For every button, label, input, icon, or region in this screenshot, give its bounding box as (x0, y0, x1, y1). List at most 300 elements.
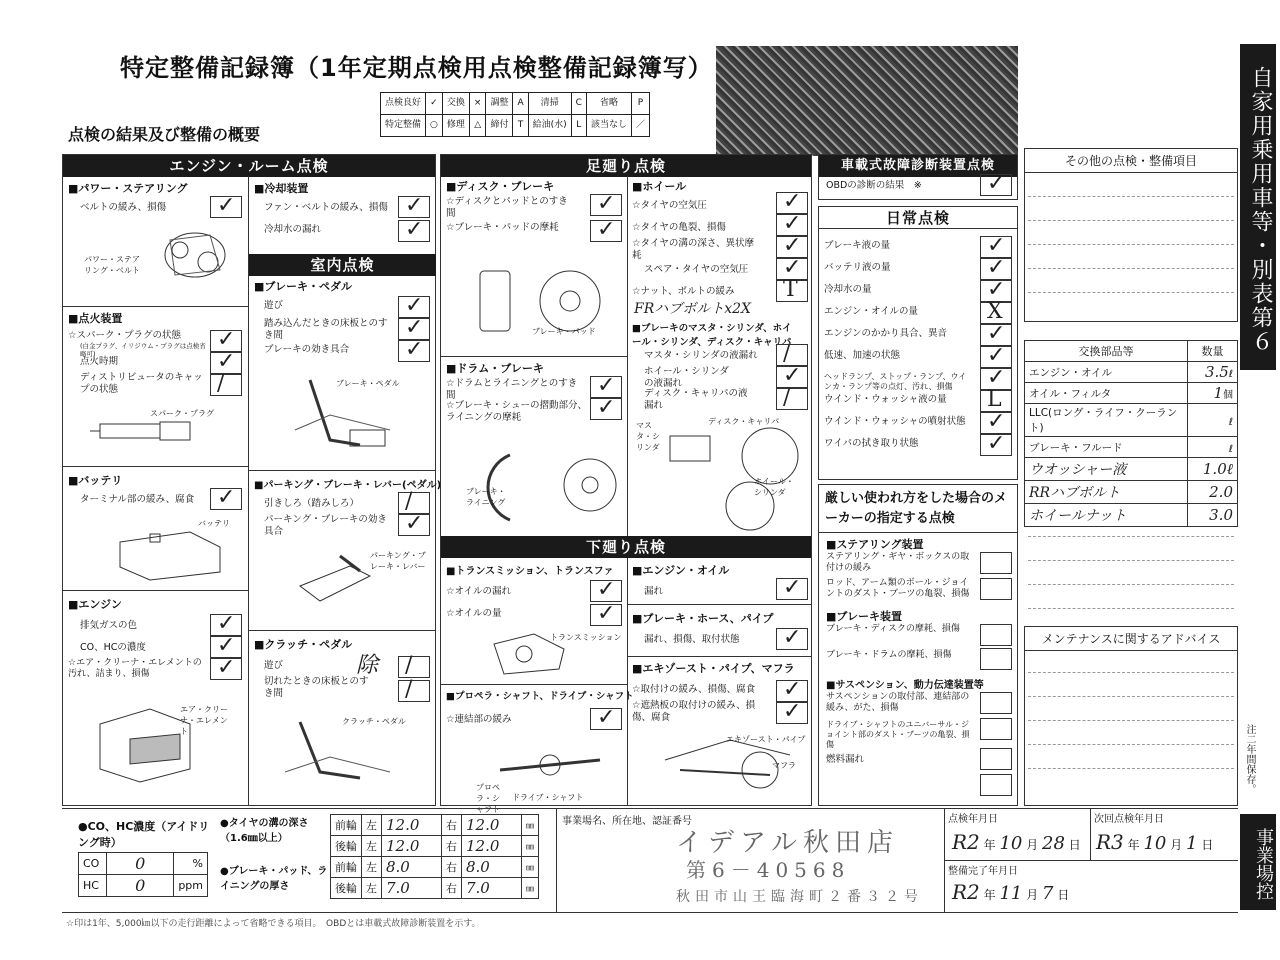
legend-cell: 修理 (442, 115, 469, 137)
check-mark-icon: / (405, 677, 413, 702)
brake-pedal-title: ■ ブレーキ・ペダル (254, 278, 352, 294)
date-era: R2 (952, 880, 980, 904)
check-mark-icon: / (783, 385, 791, 410)
date-unit: 年 (983, 888, 996, 902)
left-label: 左 (362, 815, 382, 836)
check-item: 漏れ、損傷、取付状態 (644, 634, 740, 645)
check-item: 冷却水の漏れ (264, 224, 322, 235)
pad-fr-value[interactable]: 8.0 (462, 857, 522, 878)
interior-header: 室内点検 (249, 254, 436, 276)
check-box[interactable] (776, 699, 808, 724)
daily-check-item: ウインド・ウォッシャ液の量 (824, 394, 947, 405)
check-item: ☆スパーク・プラグの状態 (68, 330, 182, 341)
check-item: ブレーキ・ドラムの摩耗、損傷 (826, 650, 952, 660)
part-qty-value: 3.5 (1205, 363, 1229, 381)
check-box[interactable] (590, 191, 622, 216)
shop-number-stamp: 第6－40568 (686, 858, 851, 882)
check-mark-icon: ✓ (597, 601, 616, 626)
illustration-label: ドライブ・シャフト (512, 793, 584, 802)
legend-cell: 該当なし (586, 115, 631, 137)
parts-header-name: 交換部品等 (1025, 341, 1188, 362)
front-label: 前輪 (331, 857, 362, 878)
legend-row (381, 115, 650, 137)
hc-label: HC (79, 875, 107, 897)
pad-rr-value[interactable]: 7.0 (462, 878, 522, 899)
check-item: ☆タイヤの溝の深さ、異状摩耗 (632, 238, 754, 261)
daily-check-item: 冷却水の量 (824, 284, 872, 295)
left-label: 左 (362, 857, 382, 878)
check-item: OBDの診断の結果 ※ (826, 180, 922, 191)
chassis-header: 足廻り点検 (441, 155, 811, 177)
handwritten-note: 除 (356, 653, 379, 678)
illustration-label: ブレーキ・ライニング (466, 487, 506, 507)
footnote: ☆印は1年、5,000㎞以下の走行距離によって省略できる項目。 OBDとは車載式故障診断装置を示す。 (66, 919, 481, 929)
check-item: ☆ドラムとライニングとのすき間 (446, 378, 578, 401)
check-item: ☆連結部の緩み (446, 714, 512, 725)
date-unit: 月 (1026, 838, 1039, 852)
legend-cell: △ (469, 115, 486, 137)
pad-thickness-title: ●ブレーキ・パッド、ライニングの厚さ (220, 866, 328, 892)
check-mark-icon: ✓ (987, 277, 1006, 302)
check-item: 踏み込んだときの床板とのすき間 (264, 318, 388, 341)
check-box[interactable] (398, 193, 430, 218)
check-mark-icon: / (783, 341, 791, 366)
check-box[interactable] (210, 371, 242, 396)
master-cylinder-title: ■ ブレーキのマスタ・シリンダ、ホイール・シリンダ、ディスク・キャリパ (632, 320, 792, 348)
date-era: R3 (1096, 830, 1124, 854)
check-box[interactable] (398, 511, 430, 536)
illustration-label: エキゾースト・パイプ (726, 735, 806, 744)
check-mark-icon: ✓ (597, 705, 616, 730)
check-item: ディスク・キャリパの液漏れ (644, 388, 748, 411)
check-box[interactable] (980, 431, 1012, 456)
date-unit: 年 (1127, 838, 1140, 852)
date-month: 10 (999, 833, 1023, 854)
check-item: ロッド、アーム類のボール・ジョイントのダスト・ブーツの亀裂、損傷 (826, 578, 970, 600)
check-item: ドライブ・シャフトのユニバーサル・ジョイント部のダスト・ブーツの亀裂、損傷 (826, 720, 970, 749)
check-item: ☆遮熱板の取付けの緩み、損傷、腐食 (632, 700, 756, 723)
next-date-label: 次回点検年月日 (1094, 814, 1164, 825)
legend-cell: ✓ (426, 93, 443, 115)
part-name[interactable]: オイル・フィルタ (1025, 383, 1188, 404)
check-mark-icon: ✓ (783, 625, 802, 650)
date-unit: 日 (1068, 838, 1081, 852)
right-label: 右 (442, 857, 462, 878)
date-unit: 日 (1201, 838, 1214, 852)
tire-fr-value[interactable]: 12.0 (462, 815, 522, 836)
severe-header: 厳しい使われ方をした場合のメーカーの指定する点検 (819, 485, 1017, 533)
left-label: 左 (362, 878, 382, 899)
right-label: 右 (442, 815, 462, 836)
check-mark-icon: ✓ (783, 699, 802, 724)
check-item: 漏れ (644, 586, 664, 597)
legend-cell: C (571, 93, 586, 115)
shop-name-stamp: イデアル秋田店 (676, 828, 899, 858)
check-mark-icon: ✓ (405, 293, 424, 318)
check-box[interactable] (980, 692, 1012, 714)
legend-cell: 調整 (486, 93, 513, 115)
check-item: ☆エア・クリーナ・エレメントの汚れ、詰まり、損傷 (68, 658, 202, 680)
part-qty-value: 1.0ℓ (1202, 459, 1233, 478)
co-unit: % (174, 853, 208, 875)
right-label: 右 (442, 878, 462, 899)
part-qty-unit: ℓ (1228, 417, 1233, 428)
check-mark-icon: ✓ (783, 363, 802, 388)
part-name[interactable]: ウオッシャー液 (1025, 458, 1188, 481)
check-box[interactable] (398, 677, 430, 702)
check-box[interactable] (398, 217, 430, 242)
check-item: 排気ガスの色 (80, 620, 138, 631)
legend-cell: P (631, 93, 649, 115)
check-box[interactable] (590, 601, 622, 626)
check-item: 切れたときの床板とのすき間 (264, 676, 369, 699)
next-inspection-date[interactable] (1096, 830, 1213, 854)
part-quantity[interactable] (1188, 504, 1238, 527)
part-qty-value: 2.0 (1209, 483, 1233, 501)
parts-row (1025, 404, 1238, 437)
check-item: ステアリング・ギヤ・ボックスの取付けの緩み (826, 552, 970, 574)
disc-brake-title: ■ ディスク・ブレーキ (446, 178, 554, 194)
check-box[interactable] (210, 349, 242, 374)
retention-note: 注二年間保存。 (1244, 724, 1255, 794)
daily-check-item: ヘッドランプ、ストップ・ランプ、ウインカ・ランプ等の点灯、汚れ、損傷 (824, 372, 967, 391)
inspection-date-label: 点検年月日 (948, 814, 998, 825)
check-item: サスペンションの取付部、連結部の緩み、がた、損傷 (826, 692, 970, 714)
check-box[interactable] (980, 171, 1012, 196)
clutch-pedal-title: ■ クラッチ・ペダル (254, 636, 352, 652)
legend-cell: 点検良好 (381, 93, 426, 115)
date-unit: 年 (983, 838, 996, 852)
legend-cell: 締付 (486, 115, 513, 137)
unit-label: ㎜ (522, 878, 539, 899)
check-box[interactable] (590, 217, 622, 242)
parts-table (1024, 340, 1238, 527)
date-unit: 月 (1170, 838, 1183, 852)
pad-rl-value[interactable]: 7.0 (382, 878, 442, 899)
part-name[interactable]: ホイールナット (1025, 504, 1188, 527)
drum-brake-illustration (480, 440, 620, 530)
part-qty-unit: ℓ (1228, 369, 1233, 380)
check-mark-icon: ✓ (597, 373, 616, 398)
advice-panel (1024, 626, 1238, 806)
engine-room-header: エンジン・ルーム点検 (63, 155, 435, 177)
check-box[interactable] (776, 277, 808, 302)
check-item-note: (白金プラグ、イリジウム・プラグは点検省略可) (80, 342, 206, 359)
check-mark-icon: ✓ (597, 191, 616, 216)
part-quantity[interactable] (1188, 383, 1238, 404)
wheel-title: ■ ホイール (632, 178, 686, 194)
co-hc-title: ●CO、HC濃度（アイドリング時） (78, 820, 210, 849)
check-mark-icon: ✓ (987, 409, 1006, 434)
check-box[interactable] (980, 648, 1012, 670)
date-day: 1 (1186, 833, 1198, 854)
check-box[interactable] (210, 655, 242, 680)
check-mark-icon: ✓ (783, 189, 802, 214)
daily-header: 日常点検 (819, 207, 1017, 229)
legend-cell: A (513, 93, 528, 115)
check-item: ☆ナット、ボルトの緩み (632, 286, 735, 297)
propeller-shaft-title: ■ プロペラ・シャフト、ドライブ・シャフト (446, 688, 634, 702)
co-hc-table (78, 852, 208, 897)
legend-row (381, 93, 650, 115)
parts-header-qty: 数量 (1188, 341, 1238, 362)
illustration-label: バッテリ (198, 519, 230, 528)
check-mark-icon: / (405, 489, 413, 514)
check-item: ファン・ベルトの緩み、損傷 (264, 202, 388, 213)
part-qty-unit: 個 (1223, 390, 1233, 401)
check-box[interactable] (980, 748, 1012, 770)
illustration-label: ホイール・シリンダ (754, 477, 794, 497)
check-item: ☆ディスクとパッドとのすき間 (446, 196, 568, 219)
legend-cell: × (469, 93, 486, 115)
part-quantity[interactable] (1188, 404, 1238, 437)
front-label: 前輪 (331, 815, 362, 836)
check-item: ターミナル部の緩み、腐食 (80, 494, 195, 505)
check-mark-icon: ✓ (405, 193, 424, 218)
check-box[interactable] (210, 485, 242, 510)
master-cylinder-illustration (650, 416, 810, 534)
hc-unit: ppm (174, 875, 208, 897)
check-item: ディストリビュータのキャップの状態 (80, 372, 203, 395)
check-item: CO、HCの濃度 (80, 642, 146, 653)
daily-check-item: ウインド・ウォッシャの噴射状態 (824, 416, 966, 427)
date-day: 7 (1042, 883, 1054, 904)
check-box[interactable] (980, 718, 1012, 740)
check-box[interactable] (980, 578, 1012, 600)
check-box[interactable] (398, 653, 430, 678)
check-box[interactable] (590, 577, 622, 602)
date-day: 28 (1042, 833, 1065, 854)
shop-info-label: 事業場名、所在地、認証番号 (562, 816, 692, 827)
date-month: 10 (1143, 833, 1167, 854)
check-box[interactable] (980, 774, 1012, 796)
legend-cell: 省略 (586, 93, 631, 115)
check-mark-icon: ✓ (783, 677, 802, 702)
parts-row (1025, 504, 1238, 527)
copy-type-tab: 事業場控 (1240, 814, 1276, 910)
check-mark-icon: ✓ (217, 193, 236, 218)
parts-row (1025, 437, 1238, 458)
form-type-tab: 自家用乗用車等・別表第６ (1240, 44, 1276, 370)
handwritten-note: FRハブボルトx2X (634, 301, 752, 317)
check-box[interactable] (776, 575, 808, 600)
check-mark-icon: ✓ (783, 233, 802, 258)
check-item: 遊び (264, 660, 284, 671)
check-box[interactable] (776, 363, 808, 388)
co-label: CO (79, 853, 107, 875)
legend-cell: 交換 (442, 93, 469, 115)
hc-value[interactable]: 0 (107, 875, 174, 897)
check-mark-icon: X (987, 299, 1003, 324)
part-quantity[interactable] (1188, 437, 1238, 458)
other-items-header: その他の点検・整備項目 (1025, 149, 1237, 173)
check-mark-icon: ✓ (217, 327, 236, 352)
power-steering-illustration (150, 220, 240, 290)
check-item: ☆ブレーキ・シューの摺動部分、ライニングの摩耗 (446, 400, 587, 423)
check-item: ☆オイルの漏れ (446, 586, 512, 597)
part-qty-unit: ℓ (1228, 444, 1233, 455)
check-mark-icon: / (405, 653, 413, 678)
legend-table (380, 92, 650, 137)
illustration-label: マスタ・シリンダ (636, 421, 660, 452)
rear-label: 後輪 (331, 836, 362, 857)
unit-label: ㎜ (522, 857, 539, 878)
check-mark-icon: L (987, 387, 1002, 412)
brake-hose-title: ■ ブレーキ・ホース、パイプ (632, 610, 773, 626)
daily-check-item: エンジン・オイルの量 (824, 306, 919, 317)
illustration-label: エア・クリーナ・エレメント (180, 705, 228, 736)
parts-row (1025, 383, 1238, 404)
check-mark-icon: ✓ (987, 171, 1006, 196)
check-item: マスタ・シリンダの液漏れ (644, 350, 758, 361)
check-mark-icon: ✓ (987, 233, 1006, 258)
check-box[interactable] (210, 193, 242, 218)
unit-label: ㎜ (522, 836, 539, 857)
daily-check-item: エンジンのかかり具合、異音 (824, 328, 948, 339)
check-item: ☆ブレーキ・パッドの摩耗 (446, 222, 559, 233)
check-mark-icon: ✓ (597, 577, 616, 602)
daily-check-item: 低速、加速の状態 (824, 350, 901, 361)
check-mark-icon: ✓ (217, 611, 236, 636)
illustration-label: スパーク・プラグ (150, 409, 214, 418)
shop-address-stamp: 秋田市山王臨海町２番３２号 (676, 889, 923, 905)
part-name[interactable]: RRハブボルト (1025, 481, 1188, 504)
right-label: 右 (442, 836, 462, 857)
check-mark-icon: ✓ (405, 337, 424, 362)
obd-header: 車載式故障診断装置点検 (819, 155, 1017, 177)
date-unit: 日 (1057, 888, 1070, 902)
part-qty-value: 1 (1213, 384, 1223, 402)
illustration-label: パーキング・ブレーキ・レバー (370, 551, 426, 571)
legend-cell: ○ (426, 115, 443, 137)
date-unit: 月 (1026, 888, 1039, 902)
part-name[interactable]: ブレーキ・フルード (1025, 437, 1188, 458)
check-box[interactable] (980, 624, 1012, 646)
illustration-label: ディスク・キャリパ (708, 417, 780, 426)
date-month: 11 (999, 883, 1023, 904)
check-mark-icon: ✓ (217, 349, 236, 374)
check-box[interactable] (590, 705, 622, 730)
check-item: ブレーキの効き具合 (264, 344, 350, 355)
illustration-label: マフラ (772, 761, 796, 770)
severe-steering-title: ■ ステアリング装置 (826, 536, 924, 552)
engine-title: ■ エンジン (68, 596, 122, 612)
check-item: パーキング・ブレーキの効き具合 (264, 514, 387, 537)
daily-check-item: ワイパの拭き取り状態 (824, 438, 919, 449)
illustration-label: クラッチ・ペダル (342, 717, 406, 726)
check-box[interactable] (776, 385, 808, 410)
check-item: 点火時期 (80, 356, 119, 367)
date-era: R2 (952, 830, 980, 854)
co-value[interactable]: 0 (107, 853, 174, 875)
part-qty-value: 3.0 (1209, 506, 1233, 524)
legend-cell: 清掃 (528, 93, 571, 115)
check-mark-icon: ✓ (783, 211, 802, 236)
check-mark-icon: ✓ (987, 321, 1006, 346)
propeller-shaft-illustration (490, 740, 610, 790)
illustration-label: ブレーキ・ペダル (336, 379, 400, 388)
check-mark-icon: ✓ (597, 217, 616, 242)
check-item: 引きしろ（踏みしろ） (264, 498, 360, 509)
parts-row (1025, 458, 1238, 481)
check-mark-icon: ✓ (217, 485, 236, 510)
check-mark-icon: ✓ (987, 255, 1006, 280)
check-item: ホイール・シリンダの液漏れ (644, 366, 729, 389)
drum-brake-title: ■ ドラム・ブレーキ (446, 360, 544, 376)
cooling-title: ■ 冷却装置 (254, 180, 308, 196)
check-mark-icon: ✓ (597, 395, 616, 420)
check-mark-icon: ✓ (987, 343, 1006, 368)
legend-cell: L (571, 115, 586, 137)
tire-rl-value[interactable]: 12.0 (382, 836, 442, 857)
daily-check-item: ブレーキ液の量 (824, 240, 891, 251)
inspection-date[interactable] (952, 830, 1081, 854)
check-item: ベルトの緩み、損傷 (80, 202, 167, 213)
check-box[interactable] (590, 395, 622, 420)
page-title: 特定整備記録簿（1年定期点検用点検整備記録簿写） (120, 54, 713, 82)
check-item: ☆タイヤの空気圧 (632, 200, 707, 211)
part-quantity[interactable] (1188, 481, 1238, 504)
other-items-panel (1024, 148, 1238, 322)
completion-date[interactable] (952, 880, 1069, 904)
parking-brake-title: ■ パーキング・ブレーキ・レバー(ペダル) (254, 476, 441, 491)
check-mark-icon: ✓ (405, 315, 424, 340)
legend-cell: ／ (631, 115, 649, 137)
summary-subtitle: 点検の結果及び整備の概要 (68, 125, 261, 144)
rear-label: 後輪 (331, 878, 362, 899)
pad-fl-value[interactable]: 8.0 (382, 857, 442, 878)
illustration-label: ブレーキ・パッド (532, 327, 596, 336)
ignition-title: ■ 点火装置 (68, 310, 122, 326)
check-mark-icon: ✓ (783, 575, 802, 600)
tire-fl-value[interactable]: 12.0 (382, 815, 442, 836)
transmission-title: ■ トランスミッション、トランスファ (446, 562, 613, 577)
part-name[interactable]: エンジン・オイル (1025, 362, 1188, 383)
redacted-vehicle-info (716, 46, 1018, 156)
legend-cell: T (513, 115, 528, 137)
check-box[interactable] (980, 552, 1012, 574)
illustration-label: プロペラ・シャフト (476, 783, 500, 814)
parts-row (1025, 481, 1238, 504)
check-item: ブレーキ・ディスクの摩耗、損傷 (826, 624, 960, 634)
check-mark-icon: ✓ (217, 655, 236, 680)
check-mark-icon: ✓ (405, 217, 424, 242)
check-item: ☆取付けの緩み、損傷、腐食 (632, 684, 756, 695)
severe-brake-title: ■ ブレーキ装置 (826, 608, 902, 624)
check-item: ☆タイヤの亀裂、損傷 (632, 222, 726, 233)
check-box[interactable] (776, 625, 808, 650)
check-mark-icon: ✓ (987, 365, 1006, 390)
completion-date-label: 整備完了年月日 (948, 866, 1018, 877)
part-name[interactable]: LLC(ロング・ライフ・クーラント) (1025, 404, 1188, 437)
part-quantity[interactable] (1188, 458, 1238, 481)
power-steering-title: ■ パワー・ステアリング (68, 180, 188, 196)
part-quantity[interactable] (1188, 362, 1238, 383)
check-mark-icon: / (217, 371, 225, 396)
check-mark-icon: ✓ (987, 431, 1006, 456)
legend-cell: 給油(水) (528, 115, 571, 137)
illustration-label: パワー・ステアリング・ベルト (84, 255, 140, 275)
check-box[interactable] (398, 337, 430, 362)
exhaust-title: ■ エキゾースト・パイプ、マフラ (632, 660, 795, 676)
tire-rr-value[interactable]: 12.0 (462, 836, 522, 857)
left-label: 左 (362, 836, 382, 857)
under-header: 下廻り点検 (441, 536, 811, 558)
parts-row (1025, 362, 1238, 383)
check-item: 燃料漏れ (826, 754, 865, 765)
check-mark-icon: ✓ (405, 511, 424, 536)
check-mark-icon: T (783, 277, 798, 302)
